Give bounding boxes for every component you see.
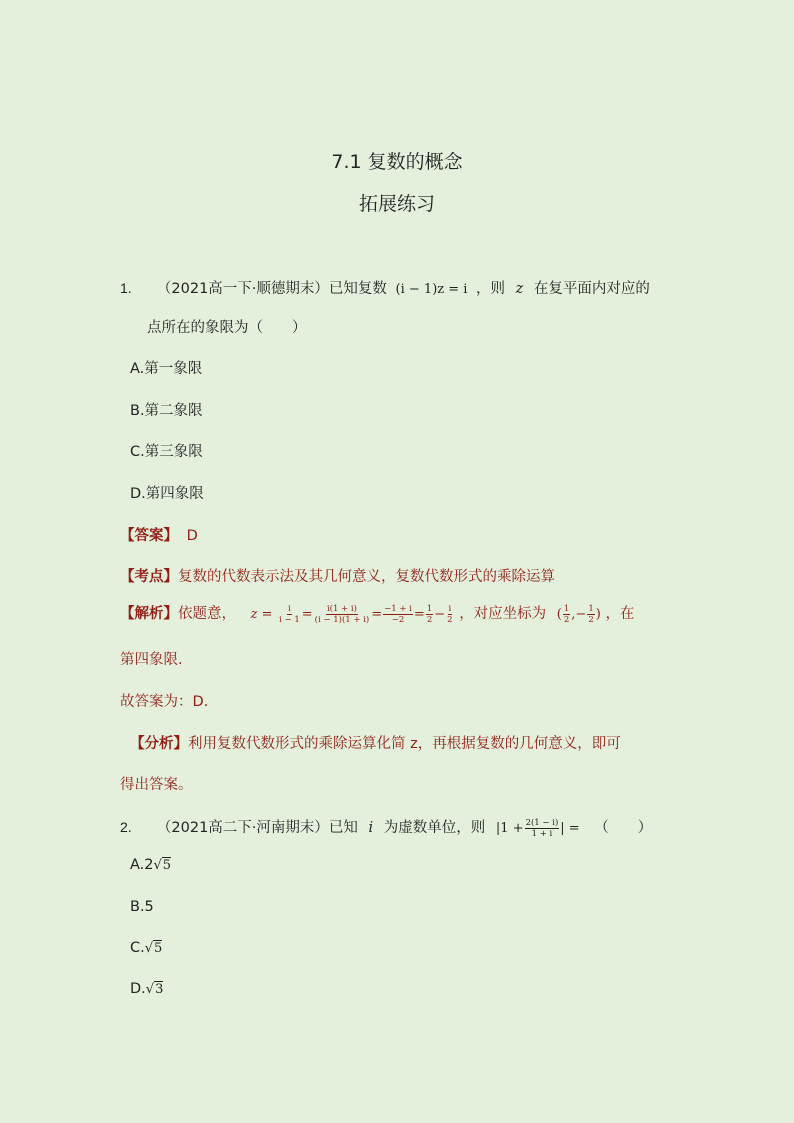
- question-1-line2: 点所在的象限为（ ）: [147, 320, 307, 336]
- question-text: ，则: [476, 281, 506, 297]
- conclusion-line: 故答案为：D.: [120, 694, 209, 710]
- option-b: B.5: [130, 899, 154, 915]
- denominator: i − 1: [279, 614, 300, 625]
- denominator: 2: [447, 614, 453, 625]
- question-2: [120, 816, 652, 839]
- jiexi-line2: 第四象限.: [120, 652, 183, 668]
- math-fraction: [446, 604, 453, 625]
- math-variable: z: [515, 281, 524, 297]
- question-number: 1.: [120, 280, 132, 296]
- math-coordinate: ( $\frac{1}{2}$ ,− $\frac{1}{2}$ ): [556, 604, 601, 625]
- option-d: D.第四象限: [130, 486, 204, 502]
- option-c: C.第三象限: [130, 444, 203, 460]
- document-subtitle: 拓展练习: [358, 193, 435, 215]
- question-source: （2021高一下·顺德期末）已知复数: [156, 281, 387, 297]
- math-fraction: [383, 604, 413, 625]
- math-variable: i: [368, 820, 374, 836]
- sqrt-symbol: √3: [145, 982, 164, 997]
- jiexi-text: ，在: [605, 606, 635, 622]
- question-number: 2.: [120, 819, 132, 835]
- numerator: 2(1 − i): [525, 818, 559, 828]
- jiexi-text: ，对应坐标为: [459, 606, 547, 622]
- question-source: （2021高二下·河南期末）已知: [156, 820, 358, 836]
- question-text: 在复平面内对应的: [533, 281, 650, 297]
- answer-line: [120, 524, 198, 545]
- question-text: （ ）: [594, 820, 653, 836]
- radicand: 5: [154, 941, 163, 956]
- jiexi-line: 【解析】依题意， z = $\frac{i}{i - 1}$ = $\frac{i(1 + i)}{(i - 1)(1 + i)}$ = $\frac{-1 + i}{-2}$ = $\frac{1}{2}$ − $\frac{i}{2}$ ，对应坐标为 ( $\frac{1}{2}$ ,− $\frac{1}{2}$ ) ，在: [120, 603, 635, 625]
- denominator: 1 + i: [531, 829, 553, 839]
- fenxi-line: [130, 732, 621, 753]
- math-fraction: [314, 604, 371, 625]
- fenxi-line2: 得出答案。: [120, 777, 193, 793]
- fenxi-text: 利用复数代数形式的乘除运算化简 z，再根据复数的几何意义，即可: [188, 736, 621, 752]
- expr-pre: |1 +: [495, 821, 524, 836]
- kaodian-line: [120, 565, 555, 586]
- math-expression: [495, 818, 580, 839]
- option-label: D.: [130, 981, 146, 997]
- radicand: 3: [155, 982, 164, 997]
- denominator: 2: [426, 614, 433, 625]
- denominator: −2: [391, 614, 405, 625]
- expr-post: | =: [560, 821, 580, 836]
- math-fraction: [278, 604, 301, 625]
- radicand: 5: [162, 858, 172, 873]
- question-1: [120, 277, 650, 298]
- option-a: [130, 857, 171, 873]
- fenxi-tag: 【分析】: [130, 736, 188, 752]
- numerator: i: [288, 603, 291, 614]
- document-title: 7.1 复数的概念: [331, 151, 463, 173]
- sqrt-symbol: √5: [153, 858, 172, 873]
- option-d: [130, 981, 163, 997]
- sqrt-symbol: √5: [144, 941, 163, 956]
- numerator: i(1 + i): [326, 603, 357, 614]
- kaodian-tag: 【考点】: [120, 569, 178, 585]
- jiexi-text: 依题意，: [178, 606, 236, 622]
- option-c: [130, 940, 162, 956]
- option-a: A.第一象限: [130, 361, 203, 377]
- option-b: B.第二象限: [130, 403, 203, 419]
- kaodian-text: 复数的代数表示法及其几何意义，复数代数形式的乘除运算: [178, 569, 555, 585]
- math-z: z =: [250, 607, 273, 622]
- jiexi-tag: 【解析】: [120, 606, 178, 622]
- answer-value: D: [186, 528, 198, 544]
- option-label: C.: [130, 940, 145, 956]
- answer-tag: 【答案】: [120, 528, 178, 544]
- math-equation: (i − 1)z = i: [395, 282, 468, 297]
- numerator: i: [448, 603, 452, 614]
- denominator: (i − 1)(1 + i): [314, 614, 370, 625]
- option-label: A.2: [130, 857, 154, 873]
- math-fraction: [426, 604, 433, 625]
- question-text: 为虚数单位，则: [383, 820, 486, 836]
- numerator: −1 + i: [384, 603, 412, 614]
- numerator: 1: [426, 603, 433, 614]
